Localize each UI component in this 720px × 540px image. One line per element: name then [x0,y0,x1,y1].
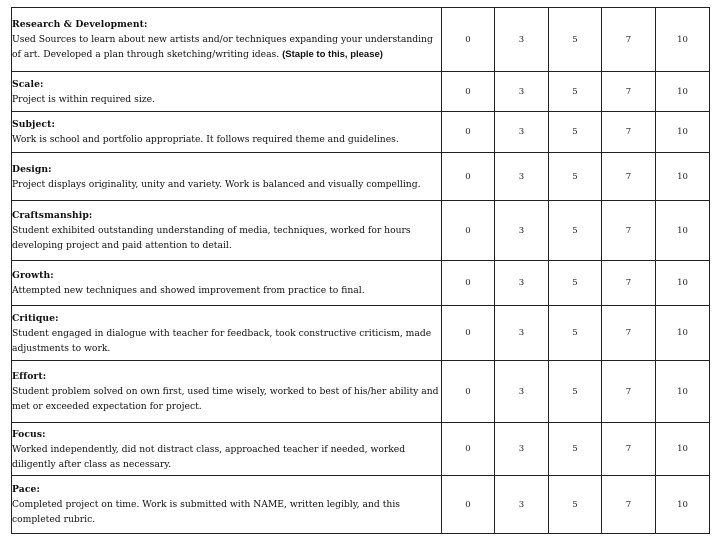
score-10[interactable]: 10 [656,8,710,72]
score-3[interactable]: 3 [495,72,549,112]
score-0[interactable]: 0 [442,261,495,306]
criterion-description: Attempted new techniques and showed improvement from practice to final. [12,285,365,296]
rubric-row-research [12,8,710,72]
score-0[interactable]: 0 [442,112,495,153]
criterion-description: Student exhibited outstanding understanding of media, techniques, worked for hours developing project and paid attention to detail. [12,225,411,251]
score-10[interactable]: 10 [656,423,710,476]
score-3[interactable]: 3 [495,201,549,261]
criterion-cell [12,423,442,476]
rubric-row-growth [12,261,710,306]
criterion-description [12,32,441,62]
score-5[interactable]: 5 [549,8,602,72]
rubric-row-scale [12,72,710,112]
score-5[interactable]: 5 [549,361,602,423]
criterion-title: Research & Development: [12,19,148,30]
rubric-row-effort [12,361,710,423]
score-10[interactable]: 10 [656,153,710,201]
criterion-title: Subject: [12,119,55,130]
score-7[interactable]: 7 [602,261,656,306]
score-5[interactable]: 5 [549,72,602,112]
criterion-description: Project displays originality, unity and variety. Work is balanced and visually compelling. [12,178,421,190]
score-7[interactable]: 7 [602,306,656,361]
rubric-row-craftsmanship [12,201,710,261]
criterion-cell [12,361,442,423]
score-3[interactable]: 3 [495,261,549,306]
score-5[interactable]: 5 [549,423,602,476]
criterion-description: Work is school and portfolio appropriate. It follows required theme and guidelines. [12,134,399,145]
criterion-cell [12,201,442,261]
criterion-cell [12,72,442,112]
criterion-title: Craftsmanship: [12,210,93,221]
score-10[interactable]: 10 [656,72,710,112]
score-3[interactable]: 3 [495,8,549,72]
rubric-row-design [12,153,710,201]
score-10[interactable]: 10 [656,361,710,423]
score-10[interactable]: 10 [656,476,710,534]
score-5[interactable]: 5 [549,306,602,361]
score-3[interactable]: 3 [495,423,549,476]
score-0[interactable]: 0 [442,306,495,361]
score-3[interactable]: 3 [495,361,549,423]
score-7[interactable]: 7 [602,153,656,201]
criterion-title: Effort: [12,371,47,382]
score-3[interactable]: 3 [495,112,549,153]
rubric-row-critique [12,306,710,361]
score-7[interactable]: 7 [602,361,656,423]
criterion-title: Design: [12,163,52,175]
score-7[interactable]: 7 [602,201,656,261]
criterion-description: Completed project on time. Work is submitted with NAME, written legibly, and this completed rubric. [12,499,400,525]
score-10[interactable]: 10 [656,261,710,306]
score-0[interactable]: 0 [442,361,495,423]
score-5[interactable]: 5 [549,476,602,534]
criterion-description: Student engaged in dialogue with teacher for feedback, took constructive criticism, made adjustments to work. [12,327,432,354]
score-7[interactable]: 7 [602,423,656,476]
score-0[interactable]: 0 [442,201,495,261]
score-10[interactable]: 10 [656,201,710,261]
criterion-title: Scale: [12,78,44,90]
criterion-cell [12,261,442,306]
score-10[interactable]: 10 [656,112,710,153]
score-0[interactable]: 0 [442,8,495,72]
criterion-description: Project is within required size. [12,93,155,105]
score-0[interactable]: 0 [442,423,495,476]
rubric-table [11,7,710,534]
rubric-row-subject [12,112,710,153]
criterion-cell [12,476,442,534]
score-5[interactable]: 5 [549,153,602,201]
score-5[interactable]: 5 [549,201,602,261]
criterion-description-text: Used Sources to learn about new artists and/or techniques expanding your understanding of art. Developed a plan through sketching/writing ideas. [12,34,433,60]
criterion-description: Student problem solved on own first, used time wisely, worked to best of his/her ability and met or exceeded expectation for project. [12,386,439,412]
staple-note: (Staple to this, please) [282,49,383,60]
score-3[interactable]: 3 [495,306,549,361]
criterion-cell [12,8,442,72]
score-3[interactable]: 3 [495,476,549,534]
criterion-title: Growth: [12,270,54,281]
score-0[interactable]: 0 [442,153,495,201]
score-7[interactable]: 7 [602,72,656,112]
criterion-description: Worked independently, did not distract class, approached teacher if needed, worked diligently after class as necessary. [12,443,406,470]
criterion-cell [12,306,442,361]
criterion-title: Pace: [12,484,40,495]
score-3[interactable]: 3 [495,153,549,201]
rubric-row-pace [12,476,710,534]
score-0[interactable]: 0 [442,476,495,534]
criterion-title: Critique: [12,312,59,324]
score-0[interactable]: 0 [442,72,495,112]
criterion-title: Focus: [12,428,46,440]
rubric-row-focus [12,423,710,476]
criterion-cell [12,153,442,201]
score-7[interactable]: 7 [602,8,656,72]
score-7[interactable]: 7 [602,112,656,153]
criterion-cell [12,112,442,153]
score-5[interactable]: 5 [549,112,602,153]
score-10[interactable]: 10 [656,306,710,361]
score-7[interactable]: 7 [602,476,656,534]
score-5[interactable]: 5 [549,261,602,306]
